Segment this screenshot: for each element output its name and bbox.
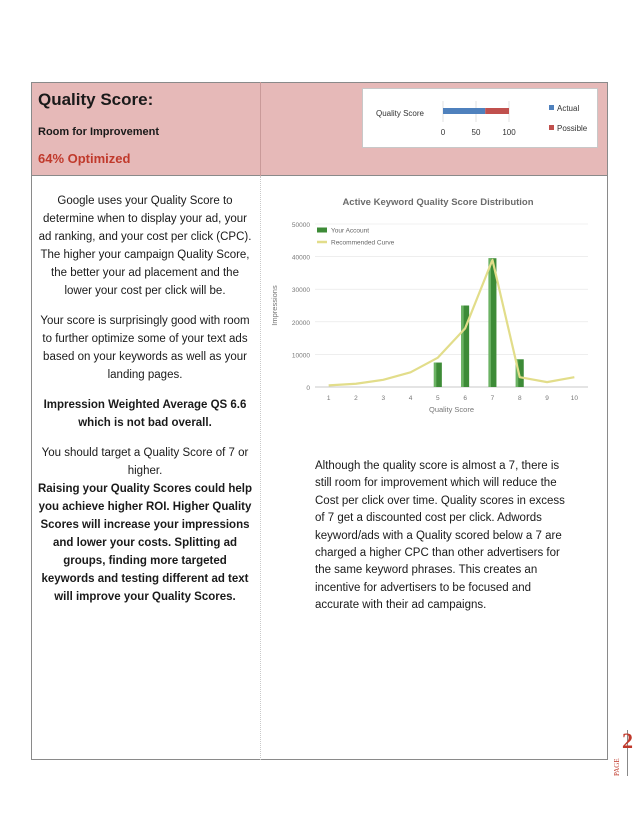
y-tick-label: 40000 [291, 254, 310, 262]
header-divider [260, 82, 261, 176]
x-tick-label: 10 [570, 395, 578, 402]
x-tick-label: 6 [463, 395, 467, 402]
legend-label: Your Account [331, 227, 370, 235]
x-tick-label: 9 [545, 395, 549, 402]
weighted-average-note: Impression Weighted Average QS 6.6 which is not bad overall. [43, 399, 247, 429]
legend-swatch-account [317, 228, 327, 233]
y-tick-label: 30000 [291, 287, 310, 295]
recommended-curve-line [329, 260, 575, 386]
column-divider [260, 176, 261, 760]
recommendation [36, 444, 254, 606]
score-assessment: Your score is surprisingly good with room to further optimize some of your text ads based on your keywords as well as your landing pages. [40, 315, 250, 381]
left-column [36, 192, 254, 618]
section-title: Quality Score: [38, 90, 154, 109]
mini-x-tick-label: 50 [471, 128, 481, 137]
y-tick-label: 20000 [291, 319, 310, 327]
y-tick-label: 50000 [291, 222, 310, 229]
mini-chart-svg [363, 89, 599, 149]
page-number-value: 2 [622, 728, 633, 753]
mini-legend-swatch [549, 125, 554, 130]
account-bar-highlight [461, 306, 464, 388]
target-quality-score: You should target a Quality Score of 7 or higher. [41, 447, 249, 477]
x-tick-label: 3 [381, 395, 386, 402]
x-tick-label: 1 [326, 395, 331, 402]
quality-score-explanation: Google uses your Quality Score to determine when to display your ad, your ad ranking, and your cost per click (CPC). The higher your campaign Quality Score, the better your ad placement and the lower your cost per click will be. [38, 195, 252, 297]
x-tick-label: 8 [517, 395, 522, 402]
mini-category-label: Quality Score [375, 109, 424, 118]
x-axis-label: Quality Score [428, 405, 475, 414]
mini-legend-label: Actual [557, 104, 580, 113]
mini-legend-swatch [549, 105, 554, 110]
quality-score-distribution-chart [266, 188, 596, 418]
x-tick-label: 2 [354, 395, 358, 402]
distribution-chart-title: Active Keyword Quality Score Distribution [342, 197, 534, 208]
x-tick-label: 4 [408, 395, 413, 402]
x-tick-label: 5 [436, 395, 440, 402]
x-tick-label: 7 [490, 395, 495, 402]
account-bar-highlight [434, 363, 437, 387]
optimized-percentage: 64% Optimized [38, 151, 131, 166]
page-word: PAGE [613, 758, 621, 776]
section-subtitle: Room for Improvement [38, 126, 160, 138]
mini-bar-possible [485, 108, 509, 114]
mini-x-tick-label: 0 [440, 128, 446, 137]
legend-label: Recommended Curve [331, 239, 395, 247]
quality-score-mini-chart [362, 88, 598, 148]
y-axis-label: Impressions [270, 285, 279, 326]
roi-advice: Raising your Quality Scores could help you achieve higher ROI. Higher Quality Scores will increase your impressions and lower your costs. Splitting ad groups, finding more targeted keywords and testing different ad text will improve your Quality Scores. [37, 483, 253, 603]
mini-bar-actual [443, 108, 485, 114]
y-tick-label: 10000 [291, 352, 310, 360]
y-tick-label: 0 [306, 385, 310, 392]
analysis-paragraph: Although the quality score is almost a 7, there is still room for improvement which will reduce the Cost per click over time. Quality scores in excess of 7 get a discounted cost per click. Adwords keyword/ads with a Quality scored below a 7 are charged a higher CPC than other advertisers for the same keyword phrases. This creates an incentive for advertisers to be focused and accurate with their ad campaigns. [315, 460, 565, 612]
mini-x-tick-label: 100 [502, 128, 516, 137]
account-bar-highlight [488, 258, 491, 387]
mini-legend-label: Possible [557, 124, 588, 133]
